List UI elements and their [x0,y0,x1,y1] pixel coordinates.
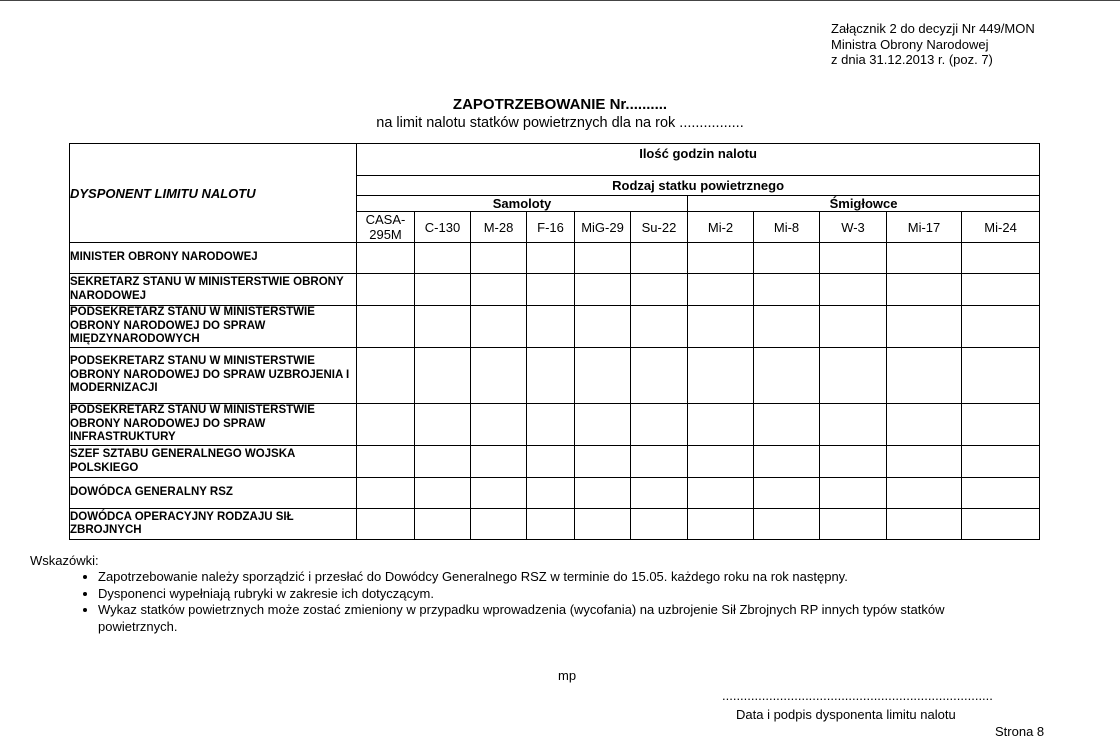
hours-cell[interactable] [754,243,820,274]
hours-cell[interactable] [527,306,575,348]
hours-cell[interactable] [357,274,415,306]
hours-cell[interactable] [820,348,887,404]
disposer-header: DYSPONENT LIMITU NALOTU [70,144,357,243]
aircraft-header: Mi-17 [887,212,962,243]
hours-cell[interactable] [357,509,415,540]
hours-cell[interactable] [887,274,962,306]
hours-cell[interactable] [527,478,575,509]
hours-cell[interactable] [820,243,887,274]
planes-header: Samoloty [357,196,688,212]
hours-cell[interactable] [631,274,688,306]
hours-cell[interactable] [357,306,415,348]
note-item: • Zapotrzebowanie należy sporządzić i przesłać do Dowódcy Generalnego RSZ w terminie do 15.05. każdego roku na rok następny. [98,569,998,586]
hours-cell[interactable] [631,509,688,540]
hours-cell[interactable] [471,348,527,404]
table-row [70,446,1040,478]
hours-cell[interactable] [820,509,887,540]
hours-cell[interactable] [754,446,820,478]
hours-cell[interactable] [415,348,471,404]
hours-cell[interactable] [887,243,962,274]
hours-cell[interactable] [820,404,887,446]
table-row [70,509,1040,540]
hours-cell[interactable] [820,446,887,478]
hours-cell[interactable] [820,274,887,306]
hours-cell[interactable] [688,306,754,348]
hours-cell[interactable] [527,348,575,404]
hours-cell[interactable] [631,404,688,446]
hours-cell[interactable] [962,306,1040,348]
hours-cell[interactable] [575,306,631,348]
aircraft-header: Mi-8 [754,212,820,243]
hours-cell[interactable] [527,509,575,540]
hours-cell[interactable] [471,306,527,348]
note-item: • Wykaz statków powietrznych może zostać zmieniony w przypadku wprowadzenia (wycofania) na uzbrojenie Sił Zbrojnych RP innych typów statków powietrznych. [98,602,998,635]
hours-cell[interactable] [887,306,962,348]
table-row [70,243,1040,274]
stamp-mark: mp [558,668,577,683]
disposer-label: PODSEKRETARZ STANU W MINISTERSTWIE OBRONY NARODOWEJ DO SPRAW INFRASTRUKTURY [70,404,357,446]
hours-cell[interactable] [962,404,1040,446]
hours-cell[interactable] [962,509,1040,540]
hours-cell[interactable] [631,348,688,404]
hours-cell[interactable] [820,478,887,509]
hours-cell[interactable] [887,509,962,540]
aircraft-header: CASA-295M [357,212,415,243]
hours-cell[interactable] [575,348,631,404]
hours-cell[interactable] [575,509,631,540]
signature-label: Data i podpis dysponenta limitu nalotu [736,707,956,722]
hours-cell[interactable] [415,243,471,274]
table-row [70,478,1040,509]
attachment-line-2: Ministra Obrony Narodowej [831,36,989,52]
hours-cell[interactable] [471,446,527,478]
disposer-label: PODSEKRETARZ STANU W MINISTERSTWIE OBRONY NARODOWEJ DO SPRAW MIĘDZYNARODOWYCH [70,306,357,348]
hours-cell[interactable] [688,348,754,404]
hours-cell[interactable] [754,306,820,348]
hours-cell[interactable] [887,478,962,509]
document-subtitle: na limit nalotu statków powietrznych dla na rok ................ [376,115,744,131]
hours-cell[interactable] [962,446,1040,478]
hours-cell[interactable] [575,274,631,306]
hours-cell[interactable] [527,274,575,306]
hours-cell[interactable] [754,348,820,404]
aircraft-header: F-16 [527,212,575,243]
hours-header: Ilość godzin nalotu [357,144,1040,176]
hours-cell[interactable] [575,478,631,509]
aircraft-header: Mi-2 [688,212,754,243]
top-border-line [0,0,1120,1]
hours-cell[interactable] [887,446,962,478]
hours-cell[interactable] [631,306,688,348]
hours-cell[interactable] [754,509,820,540]
disposer-label: DOWÓDCA GENERALNY RSZ [70,478,357,509]
hours-cell[interactable] [415,306,471,348]
hours-cell[interactable] [754,274,820,306]
hours-cell[interactable] [471,478,527,509]
aircraft-header: C-130 [415,212,471,243]
hours-cell[interactable] [688,446,754,478]
aircraft-type-header: Rodzaj statku powietrznego [357,176,1040,196]
note-item: • Dysponenci wypełniają rubryki w zakresie ich dotyczącym. [98,586,998,603]
hours-cell[interactable] [631,446,688,478]
hours-cell[interactable] [415,404,471,446]
attachment-note [831,21,1035,68]
hours-cell[interactable] [631,478,688,509]
document-title: ZAPOTRZEBOWANIE Nr.......... [452,96,668,113]
hours-cell[interactable] [357,446,415,478]
aircraft-header: Mi-24 [962,212,1040,243]
hours-cell[interactable] [962,274,1040,306]
hours-cell[interactable] [575,446,631,478]
hours-cell[interactable] [415,478,471,509]
signature-line: ........................................................................... [722,688,993,703]
hours-cell[interactable] [471,243,527,274]
flight-hours-table [69,143,1040,540]
hours-cell[interactable] [575,243,631,274]
table-row [70,404,1040,446]
table-row [70,348,1040,404]
notes-list [80,569,998,635]
aircraft-header: W-3 [820,212,887,243]
hours-cell[interactable] [962,348,1040,404]
hours-cell[interactable] [688,274,754,306]
hours-cell[interactable] [415,274,471,306]
hours-cell[interactable] [415,446,471,478]
hours-cell[interactable] [688,404,754,446]
hours-cell[interactable] [471,274,527,306]
hours-cell[interactable] [527,243,575,274]
hours-cell[interactable] [688,478,754,509]
attachment-line-1: Załącznik 2 do decyzji Nr 449/MON [831,21,1035,36]
hours-cell[interactable] [962,243,1040,274]
aircraft-header: Su-22 [631,212,688,243]
hours-cell[interactable] [415,509,471,540]
hours-cell[interactable] [631,243,688,274]
hours-cell[interactable] [357,404,415,446]
notes-heading: Wskazówki: [30,553,99,568]
page-number: Strona 8 [995,724,1045,739]
hours-cell[interactable] [754,404,820,446]
hours-cell[interactable] [688,243,754,274]
hours-cell[interactable] [527,404,575,446]
hours-cell[interactable] [471,509,527,540]
aircraft-header: MiG-29 [575,212,631,243]
hours-cell[interactable] [471,404,527,446]
hours-cell[interactable] [688,509,754,540]
hours-cell[interactable] [357,243,415,274]
hours-cell[interactable] [357,478,415,509]
attachment-line-3: z dnia 31.12.2013 r. (poz. 7) [831,52,993,67]
table-row [70,274,1040,306]
hours-cell[interactable] [887,404,962,446]
disposer-label: MINISTER OBRONY NARODOWEJ [70,243,357,274]
hours-cell[interactable] [887,348,962,404]
disposer-label: SEKRETARZ STANU W MINISTERSTWIE OBRONY NARODOWEJ [70,274,357,306]
disposer-label: SZEF SZTABU GENERALNEGO WOJSKA POLSKIEGO [70,446,357,478]
hours-cell[interactable] [357,348,415,404]
aircraft-header: M-28 [471,212,527,243]
hours-cell[interactable] [527,446,575,478]
helicopters-header: Śmigłowce [688,196,1040,212]
hours-cell[interactable] [575,404,631,446]
hours-cell[interactable] [820,306,887,348]
disposer-label: PODSEKRETARZ STANU W MINISTERSTWIE OBRONY NARODOWEJ DO SPRAW UZBROJENIA I MODERNIZACJI [70,348,357,404]
hours-cell[interactable] [754,478,820,509]
hours-cell[interactable] [962,478,1040,509]
disposer-label: DOWÓDCA OPERACYJNY RODZAJU SIŁ ZBROJNYCH [70,509,357,540]
table-row [70,306,1040,348]
